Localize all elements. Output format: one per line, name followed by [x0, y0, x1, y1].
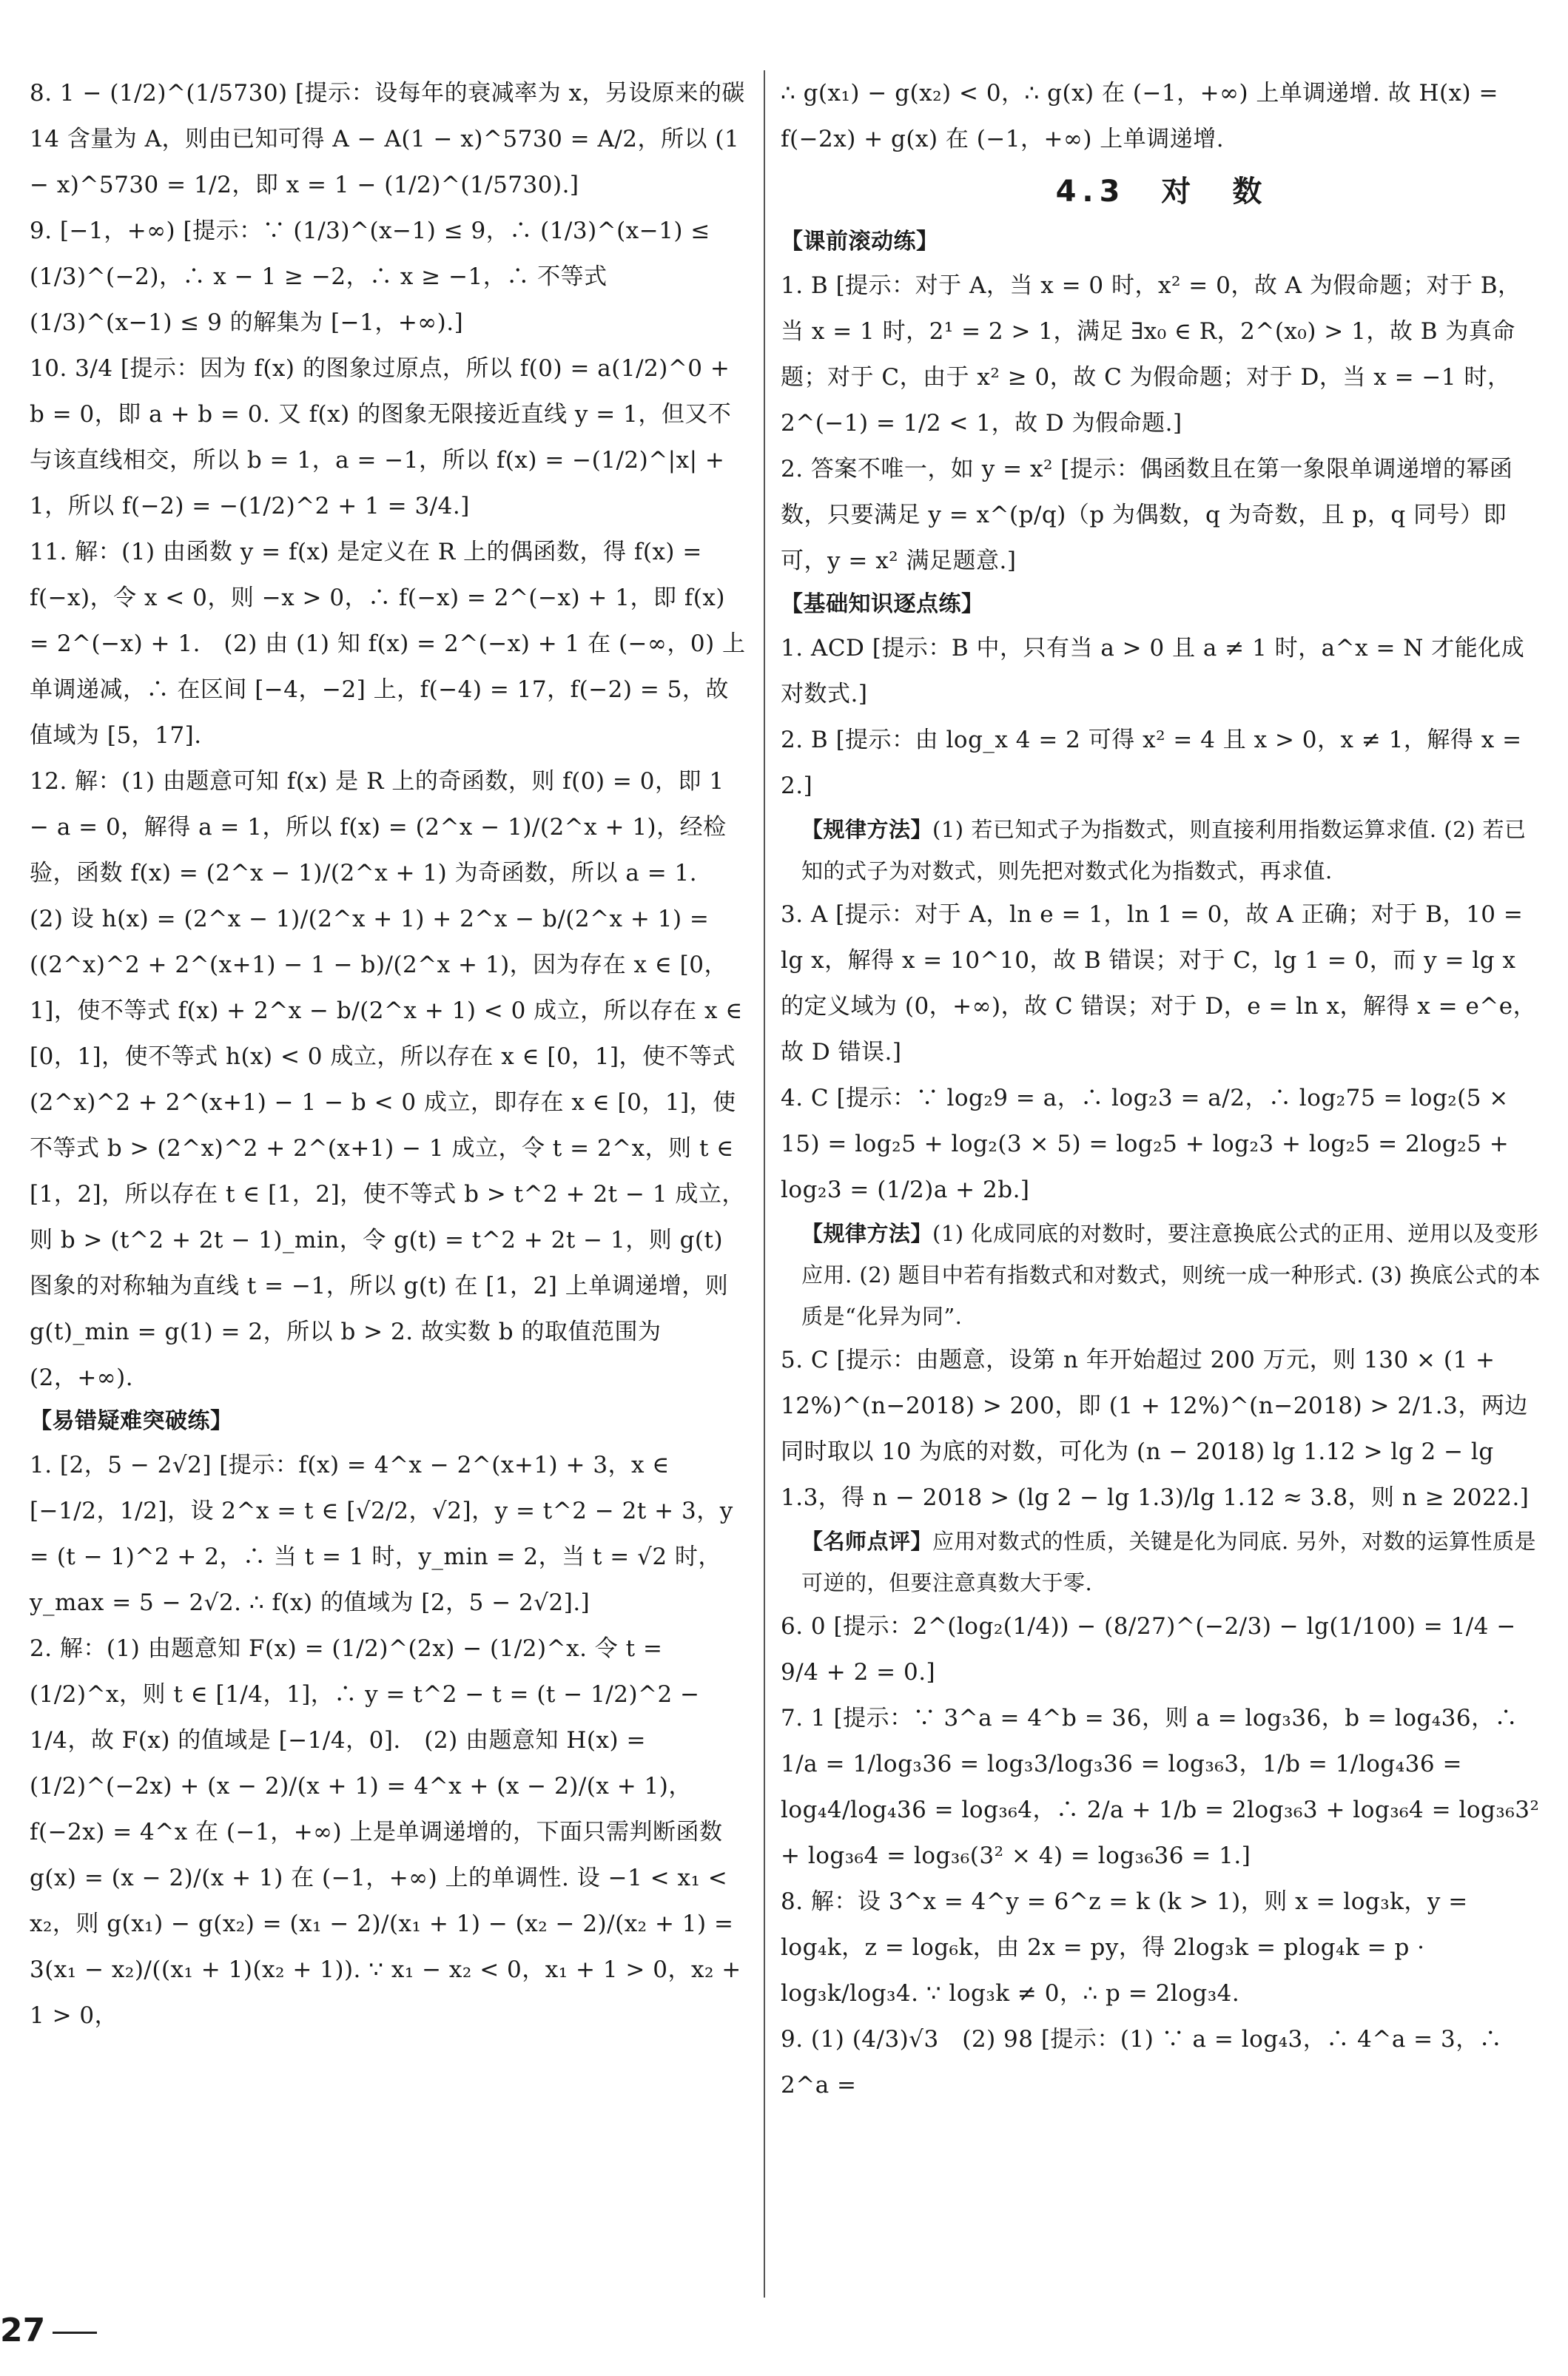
method-text: (1) 化成同底的对数时，要注意换底公式的正用、逆用以及变形应用. (2) 题目中若有指数式和对数式，则统一成一种形式. (3) 换底公式的本质是“化异为同”.	[801, 1221, 1541, 1329]
left-column	[30, 70, 747, 2039]
answer-kqian-1: 1. B [提示：对于 A，当 x = 0 时，x² = 0，故 A 为假命题；对于 B，当 x = 1 时，2¹ = 2 > 1，满足 ∃x₀ ∈ R，2^(x₀) > 1，故 B 为真命题；对于 C，由于 x² ≥ 0，故 C 为假命题；对于 D，当 x = −1 时，2^(−1) = 1/2 < 1，故 D 为假命题.]	[781, 272, 1521, 437]
comment-text: 应用对数式的性质，关键是化为同底. 另外，对数的运算性质是可逆的，但要注意真数大于零.	[801, 1529, 1536, 1595]
answer-9: 9. [−1，+∞) [提示：∵ (1/3)^(x−1) ≤ 9，∴ (1/3)^(x−1) ≤ (1/3)^(−2)，∴ x − 1 ≥ −2，∴ x ≥ −1，∴ 不等式 (1/3)^(x−1) ≤ 9 的解集为 [−1，+∞).]	[30, 218, 710, 336]
answer-jichu-6: 6. 0 [提示：2^(log₂(1/4)) − (8/27)^(−2/3) − lg(1/100) = 1/4 − 9/4 + 2 = 0.]	[781, 1613, 1516, 1686]
section-heading-jichu: 【基础知识逐点练】	[781, 591, 984, 617]
comment-tag: 【名师点评】	[801, 1529, 933, 1554]
answer-jichu-3: 3. A [提示：对于 A，ln e = 1，ln 1 = 0，故 A 正确；对于 B，10 = lg x，解得 x = 10^10，故 B 错误；对于 C，lg 1 = 0，而 y = lg x 的定义域为 (0，+∞)，故 C 错误；对于 D，e = ln x，解得 x = e^e，故 D 错误.]	[781, 901, 1537, 1066]
method-note-2	[781, 1213, 1543, 1337]
answer-10: 10. 3/4 [提示：因为 f(x) 的图象过原点，所以 f(0) = a(1/2)^0 + b = 0，即 a + b = 0. 又 f(x) 的图象无限接近直线 y = 1，但又不与该直线相交，所以 b = 1，a = −1，所以 f(x) = −(1/2)^|x| + 1，所以 f(−2) = −(1/2)^2 + 1 = 3/4.]	[30, 355, 732, 519]
answer-yicuo-1: 1. [2，5 − 2√2] [提示：f(x) = 4^x − 2^(x+1) + 3，x ∈ [−1/2，1/2]，设 2^x = t ∈ [√2/2，√2]，y = t^2 − 2t + 3，y = (t − 1)^2 + 2，∴ 当 t = 1 时，y_min = 2，当 t = √2 时，y_max = 5 − 2√2. ∴ f(x) 的值域为 [2，5 − 2√2].]	[30, 1452, 733, 1616]
answer-kqian-2: 2. 答案不唯一，如 y = x² [提示：偶函数且在第一象限单调递增的幂函数，只要满足 y = x^(p/q)（p 为偶数，q 为奇数，且 p，q 同号）即可，y = x² 满足题意.]	[781, 456, 1513, 574]
section-heading-kqian: 【课前滚动练】	[781, 229, 939, 255]
answer-jichu-2: 2. B [提示：由 log_x 4 = 2 可得 x² = 4 且 x > 0，x ≠ 1，解得 x = 2.]	[781, 727, 1522, 799]
method-tag: 【规律方法】	[801, 1221, 933, 1246]
answer-8: 8. 1 − (1/2)^(1/5730) [提示：设每年的衰减率为 x，另设原来的碳 14 含量为 A，则由已知可得 A − A(1 − x)^5730 = A/2，所以 (1 − x)^5730 = 1/2，即 x = 1 − (1/2)^(1/5730).]	[30, 80, 745, 198]
answer-jichu-5: 5. C [提示：由题意，设第 n 年开始超过 200 万元，则 130 × (1 + 12%)^(n−2018) > 200，即 (1 + 12%)^(n−2018) > 2/1.3，两边同时取以 10 为底的对数，可化为 (n − 2018) lg 1.12 > lg 2 − lg 1.3，得 n − 2018 > (lg 2 − lg 1.3)/lg 1.12 ≈ 3.8，则 n ≥ 2022.]	[781, 1347, 1530, 1511]
teacher-comment	[781, 1521, 1543, 1603]
answer-yicuo-2-continued: ∴ g(x₁) − g(x₂) < 0，∴ g(x) 在 (−1，+∞) 上单调递增. 故 H(x) = f(−2x) + g(x) 在 (−1，+∞) 上单调递增.	[781, 80, 1498, 152]
answer-jichu-1: 1. ACD [提示：B 中，只有当 a > 0 且 a ≠ 1 时，a^x = N 才能化成对数式.]	[781, 635, 1525, 707]
answer-11: 11. 解：(1) 由函数 y = f(x) 是定义在 R 上的偶函数，得 f(x) = f(−x)，令 x < 0，则 −x > 0，∴ f(−x) = 2^(−x) + 1，即 f(x) = 2^(−x) + 1. (2) 由 (1) 知 f(x) = 2^(−x) + 1 在 (−∞，0) 上单调递减，∴ 在区间 [−4，−2] 上，f(−4) = 17，f(−2) = 5，故值域为 [5，17].	[30, 539, 746, 749]
page-number: 27	[0, 2312, 46, 2349]
footer-dash	[53, 2332, 97, 2334]
answer-12: 12. 解：(1) 由题意可知 f(x) 是 R 上的奇函数，则 f(0) = 0，即 1 − a = 0，解得 a = 1，所以 f(x) = (2^x − 1)/(2^x + 1)，经检验，函数 f(x) = (2^x − 1)/(2^x + 1) 为奇函数，所以 a = 1. (2) 设 h(x) = (2^x − 1)/(2^x + 1) + 2^x − b/(2^x + 1) = ((2^x)^2 + 2^(x+1) − 1 − b)/(2^x + 1)，因为存在 x ∈ [0，1]，使不等式 f(x) + 2^x − b/(2^x + 1) < 0 成立，所以存在 x ∈ [0，1]，使不等式 h(x) < 0 成立，所以存在 x ∈ [0，1]，使不等式 (2^x)^2 + 2^(x+1) − 1 − b < 0 成立，即存在 x ∈ [0，1]，使不等式 b > (2^x)^2 + 2^(x+1) − 1 成立，令 t = 2^x，则 t ∈ [1，2]，所以存在 t ∈ [1，2]，使不等式 b > t^2 + 2t − 1 成立，则 b > (t^2 + 2t − 1)_min，令 g(t) = t^2 + 2t − 1，则 g(t) 图象的对称轴为直线 t = −1，所以 g(t) 在 [1，2] 上单调递增，则 g(t)_min = g(1) = 2，所以 b > 2. 故实数 b 的取值范围为 (2，+∞).	[30, 768, 745, 1391]
method-tag: 【规律方法】	[801, 817, 933, 842]
right-column	[781, 70, 1543, 2108]
section-heading-yicuo: 【易错疑难突破练】	[30, 1408, 233, 1434]
column-divider	[764, 70, 765, 2298]
method-text: (1) 若已知式子为指数式，则直接利用指数运算求值. (2) 若已知的式子为对数式，则先把对数式化为指数式，再求值.	[801, 817, 1527, 884]
page-footer	[0, 2309, 97, 2353]
answer-jichu-7: 7. 1 [提示：∵ 3^a = 4^b = 36，则 a = log₃36，b = log₄36，∴ 1/a = 1/log₃36 = log₃3/log₃36 = log₃₆3，1/b = 1/log₄36 = log₄4/log₄36 = log₃₆4，∴ 2/a + 1/b = 2log₃₆3 + log₃₆4 = log₃₆3² + log₃₆4 = log₃₆(3² × 4) = log₃₆36 = 1.]	[781, 1705, 1540, 1869]
answer-jichu-8: 8. 解：设 3^x = 4^y = 6^z = k (k > 1)，则 x = log₃k，y = log₄k，z = log₆k，由 2x = py，得 2log₃k = plog₄k = p · log₃k/log₃4. ∵ log₃k ≠ 0，∴ p = 2log₃4.	[781, 1888, 1468, 2007]
section-title-logarithm: 4.3 对 数	[1055, 175, 1268, 209]
answer-jichu-9: 9. (1) (4/3)√3 (2) 98 [提示：(1) ∵ a = log₄3，∴ 4^a = 3，∴ 2^a =	[781, 2026, 1503, 2099]
answer-yicuo-2: 2. 解：(1) 由题意知 F(x) = (1/2)^(2x) − (1/2)^x. 令 t = (1/2)^x，则 t ∈ [1/4，1]，∴ y = t^2 − t = (t − 1/2)^2 − 1/4，故 F(x) 的值域是 [−1/4，0]. (2) 由题意知 H(x) = (1/2)^(−2x) + (x − 2)/(x + 1) = 4^x + (x − 2)/(x + 1)，f(−2x) = 4^x 在 (−1，+∞) 上是单调递增的，下面只需判断函数 g(x) = (x − 2)/(x + 1) 在 (−1，+∞) 上的单调性. 设 −1 < x₁ < x₂，则 g(x₁) − g(x₂) = (x₁ − 2)/(x₁ + 1) − (x₂ − 2)/(x₂ + 1) = 3(x₁ − x₂)/((x₁ + 1)(x₂ + 1)). ∵ x₁ − x₂ < 0，x₁ + 1 > 0，x₂ + 1 > 0，	[30, 1635, 741, 2029]
answer-jichu-4: 4. C [提示：∵ log₂9 = a，∴ log₂3 = a/2，∴ log₂75 = log₂(5 × 15) = log₂5 + log₂(3 × 5) = log₂5 + log₂3 + log₂5 = 2log₂5 + log₂3 = (1/2)a + 2b.]	[781, 1085, 1510, 1203]
method-note-1	[781, 809, 1543, 892]
